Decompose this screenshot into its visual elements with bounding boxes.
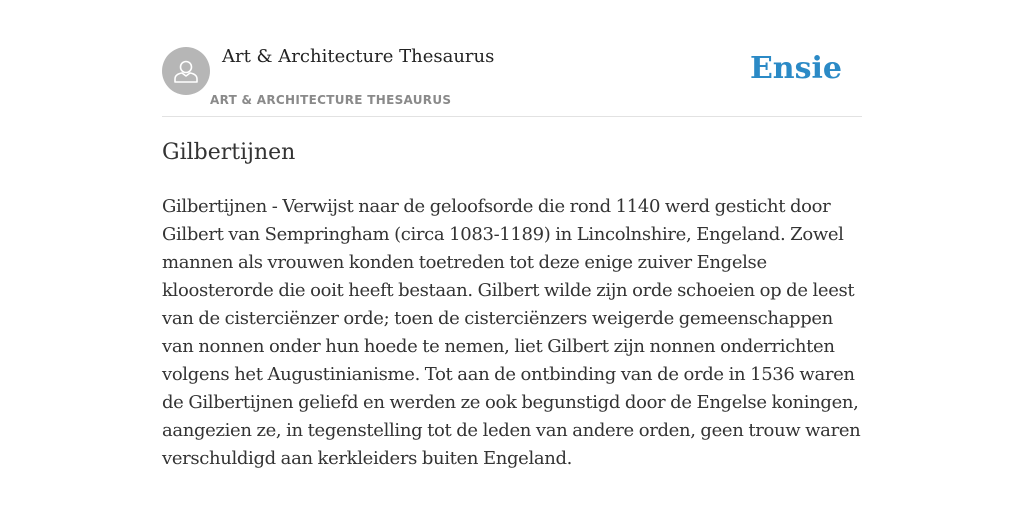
avatar[interactable] [162,47,210,95]
entry-card [162,0,862,469]
entry-header [162,0,862,117]
definition-text: Gilbertijnen - Verwijst naar de geloofsorde die rond 1140 werd gesticht door Gilbert van Sempringham (circa 1083-1189) in Lincolnshire, Engeland. Zowel mannen als vrouwen konden toetreden tot deze enige zuiver Engelse kloosterorde die ooit heeft bestaan. Gilbert wilde zijn orde schoeien op de leest van de cisterciënzer orde; toen de cisterciënzers weigerde gemeenschappen van nonnen onder hun hoede te nemen, liet Gilbert zijn nonnen onderrichten volgens het Augustinianisme. Tot aan de ontbinding van de orde in 1536 waren de Gilbertijnen geliefd en werden ze ook begunstigd door de Engelse koningen, aangezien ze, in tegenstelling tot de leden van andere orden, geen trouw waren verschuldigd aan kerkleiders buiten Engeland. [162,196,861,469]
page-title: Gilbertijnen [162,140,296,165]
source-label[interactable]: ART & ARCHITECTURE THESAURUS [210,93,452,107]
brand-logo[interactable]: Ensie [749,51,842,86]
author-name-link[interactable]: Art & Architecture Thesaurus [222,46,495,67]
user-outline-icon [162,47,210,95]
